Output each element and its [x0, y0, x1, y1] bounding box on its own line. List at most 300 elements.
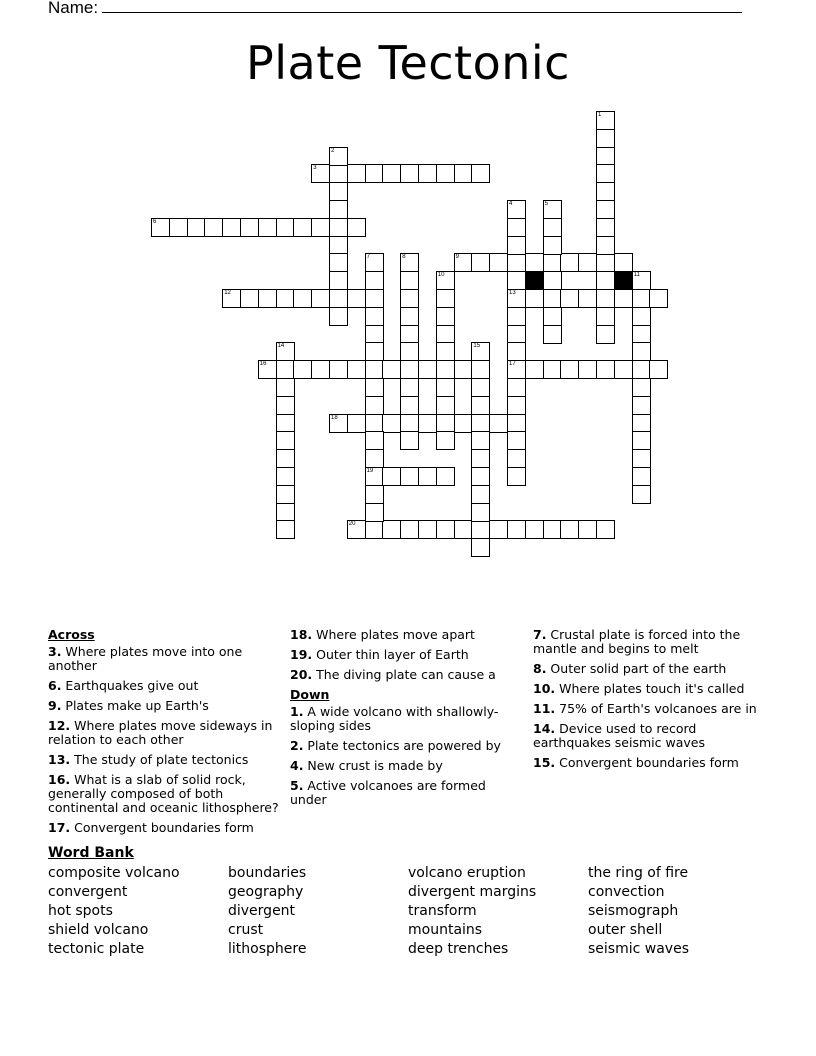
clue-number: 14: [277, 343, 285, 350]
name-label: Name:: [48, 0, 99, 17]
crossword-cell[interactable]: [400, 360, 419, 379]
crossword-cell[interactable]: [543, 360, 562, 379]
crossword-cell[interactable]: [507, 396, 526, 415]
crossword-cell[interactable]: [596, 325, 615, 344]
crossword-cell[interactable]: [436, 307, 455, 326]
crossword-cell[interactable]: [329, 164, 348, 183]
crossword-cell[interactable]: [454, 360, 473, 379]
clue-down: [290, 739, 520, 753]
crossword-cell[interactable]: [543, 325, 562, 344]
crossword-cell[interactable]: [471, 396, 490, 415]
clue-number-label: 9.: [48, 698, 62, 713]
crossword-cell[interactable]: [187, 218, 206, 237]
crossword-cell[interactable]: [347, 520, 366, 539]
word-bank-title: Word Bank: [48, 845, 134, 861]
clue-number-label: 7.: [533, 627, 547, 642]
crossword-cell[interactable]: [382, 164, 401, 183]
word-bank-item: convergent: [48, 884, 128, 900]
crossword-cell[interactable]: [276, 431, 295, 450]
clue-number-label: 14.: [533, 721, 556, 736]
clue-number: 15: [473, 343, 481, 350]
clue-text: Outer thin layer of Earth: [312, 647, 469, 662]
clue-number-label: 18.: [290, 627, 313, 642]
crossword-cell[interactable]: [596, 164, 615, 183]
clues-column-2: [290, 628, 520, 813]
crossword-cell[interactable]: [311, 289, 330, 308]
crossword-cell[interactable]: [507, 325, 526, 344]
crossword-cell[interactable]: [365, 307, 384, 326]
crossword-cell[interactable]: [436, 520, 455, 539]
crossword-cell[interactable]: [311, 360, 330, 379]
clue-number-label: 2.: [290, 738, 304, 753]
crossword-cell[interactable]: [596, 236, 615, 255]
crossword-cell[interactable]: [276, 503, 295, 522]
clue-down: [533, 682, 763, 696]
clue-number-label: 11.: [533, 701, 556, 716]
crossword-cell[interactable]: [436, 342, 455, 361]
clue-number: 5: [544, 201, 548, 207]
crossword-cell[interactable]: [436, 325, 455, 344]
crossword-cell[interactable]: [436, 431, 455, 450]
crossword-cell[interactable]: [596, 253, 615, 272]
clue-across: [48, 753, 288, 767]
crossword-cell[interactable]: [400, 431, 419, 450]
crossword-cell[interactable]: [471, 414, 490, 433]
clue-text: A wide volcano with shallowly-sloping sides: [290, 704, 499, 733]
crossword-cell[interactable]: [632, 485, 651, 504]
across-heading: Across: [48, 627, 95, 642]
crossword-cell[interactable]: [329, 289, 348, 308]
crossword-cell[interactable]: [329, 307, 348, 326]
crossword-cell[interactable]: [471, 538, 490, 557]
crossword-cell[interactable]: [471, 467, 490, 486]
crossword-cell[interactable]: [293, 289, 312, 308]
crossword-cell[interactable]: [507, 289, 526, 308]
crossword-cell[interactable]: [632, 467, 651, 486]
crossword-cell[interactable]: [507, 236, 526, 255]
crossword-cell[interactable]: [507, 467, 526, 486]
crossword-cell[interactable]: [507, 200, 526, 219]
crossword-cell[interactable]: [276, 360, 295, 379]
crossword-cell[interactable]: [276, 485, 295, 504]
crossword-cell[interactable]: [436, 467, 455, 486]
crossword-cell[interactable]: [382, 414, 401, 433]
crossword-cell[interactable]: [596, 218, 615, 237]
clue-number: 11: [633, 272, 640, 279]
crossword-cell[interactable]: [489, 253, 508, 272]
crossword-cell[interactable]: [400, 289, 419, 308]
crossword-cell[interactable]: [436, 164, 455, 183]
clue-number-label: 1.: [290, 704, 304, 719]
word-bank-item: shield volcano: [48, 922, 149, 938]
crossword-cell[interactable]: [578, 289, 597, 308]
crossword-cell[interactable]: [507, 449, 526, 468]
crossword-cell[interactable]: [543, 520, 562, 539]
clue-number: 18: [331, 414, 338, 421]
word-bank-item: convection: [588, 884, 665, 900]
crossword-cell[interactable]: [471, 431, 490, 450]
crossword-cell[interactable]: [258, 218, 277, 237]
crossword-cell[interactable]: [578, 520, 597, 539]
clue-number: 3: [313, 165, 317, 172]
clue-number: 20: [348, 521, 356, 528]
crossword-cell[interactable]: [365, 289, 384, 308]
crossword-cell[interactable]: [418, 164, 437, 183]
clue-number: 19: [366, 468, 374, 474]
clue-text: The study of plate tectonics: [70, 752, 249, 767]
crossword-cell[interactable]: [400, 164, 419, 183]
crossword-cell[interactable]: [382, 467, 401, 486]
crossword-cell[interactable]: [507, 218, 526, 237]
crossword-cell[interactable]: [507, 307, 526, 326]
crossword-cell[interactable]: [311, 218, 330, 237]
crossword-cell[interactable]: [649, 360, 668, 379]
crossword-cell[interactable]: [543, 271, 562, 290]
word-bank-item: composite volcano: [48, 865, 180, 881]
crossword-cell[interactable]: [276, 396, 295, 415]
clue-text: Crustal plate is forced into the mantle and begins to melt: [533, 627, 741, 656]
crossword-cell[interactable]: [471, 360, 490, 379]
crossword-cell[interactable]: [436, 378, 455, 397]
clue-number: 4: [509, 201, 513, 207]
word-bank-item: geography: [228, 884, 304, 900]
crossword-cell[interactable]: [632, 449, 651, 468]
crossword-cell[interactable]: [347, 360, 366, 379]
crossword-cell[interactable]: [365, 431, 384, 450]
clue-text: 75% of Earth's volcanoes are in: [555, 701, 757, 716]
page-title: Plate Tectonic: [246, 36, 570, 90]
crossword-cell[interactable]: [400, 467, 419, 486]
crossword-cell[interactable]: [382, 520, 401, 539]
crossword-cell[interactable]: [596, 289, 615, 308]
crossword-cell[interactable]: [632, 431, 651, 450]
crossword-cell[interactable]: [436, 289, 455, 308]
crossword-cell[interactable]: [365, 342, 384, 361]
crossword-cell[interactable]: [222, 218, 241, 237]
crossword-cell[interactable]: [347, 218, 366, 237]
crossword-cell[interactable]: [454, 520, 473, 539]
clue-number-label: 8.: [533, 661, 547, 676]
crossword-cell[interactable]: [596, 111, 615, 130]
crossword-cell[interactable]: [436, 271, 455, 290]
crossword-cell[interactable]: [525, 253, 544, 272]
crossword-cell[interactable]: [276, 520, 295, 539]
crossword-cell[interactable]: [169, 218, 188, 237]
crossword-cell[interactable]: [525, 360, 544, 379]
clue-text: Convergent boundaries form: [70, 820, 254, 835]
word-bank-item: hot spots: [48, 903, 113, 919]
clue-text: Active volcanoes are formed under: [290, 778, 486, 807]
clue-across: [48, 699, 288, 713]
word-bank: [48, 845, 788, 958]
crossword-cell[interactable]: [418, 360, 437, 379]
clue-number-label: 5.: [290, 778, 304, 793]
crossword-cell[interactable]: [614, 360, 633, 379]
clues-column-1: [48, 628, 288, 841]
crossword-cell[interactable]: [365, 503, 384, 522]
crossword-cell[interactable]: [365, 378, 384, 397]
crossword-cell[interactable]: [400, 396, 419, 415]
crossword-cell[interactable]: [276, 414, 295, 433]
crossword-cell[interactable]: [596, 147, 615, 166]
clue-text: Where plates move apart: [312, 627, 475, 642]
crossword-cell[interactable]: [365, 449, 384, 468]
crossword-cell[interactable]: [471, 253, 490, 272]
crossword-cell[interactable]: [400, 307, 419, 326]
crossword-cell[interactable]: [418, 520, 437, 539]
crossword-cell[interactable]: [507, 378, 526, 397]
crossword-cell[interactable]: [258, 289, 277, 308]
clue-text: Convergent boundaries form: [555, 755, 739, 770]
clue-number: 8: [402, 254, 406, 261]
clue-number-label: 6.: [48, 678, 62, 693]
crossword-cell[interactable]: [543, 307, 562, 326]
word-bank-grid: [48, 865, 788, 958]
crossword-cell[interactable]: [471, 342, 490, 361]
crossword-cell[interactable]: [560, 253, 579, 272]
crossword-cell[interactable]: [507, 360, 526, 379]
crossword-cell[interactable]: [276, 289, 295, 308]
crossword-cell[interactable]: [489, 520, 508, 539]
word-bank-item: seismograph: [588, 903, 679, 919]
clue-number-label: 13.: [48, 752, 71, 767]
crossword-cell[interactable]: [543, 200, 562, 219]
crossword-cell[interactable]: [436, 396, 455, 415]
crossword-cell[interactable]: [507, 414, 526, 433]
crossword-cell[interactable]: [596, 520, 615, 539]
crossword-cell[interactable]: [436, 360, 455, 379]
crossword-cell[interactable]: [222, 289, 241, 308]
crossword-cell[interactable]: [543, 218, 562, 237]
crossword-cell[interactable]: [507, 342, 526, 361]
crossword-cell[interactable]: [311, 164, 330, 183]
clue-number: 12: [224, 290, 231, 296]
word-bank-item: outer shell: [588, 922, 663, 938]
crossword-cell[interactable]: [632, 396, 651, 415]
crossword-cell[interactable]: [400, 253, 419, 272]
crossword-cell[interactable]: [400, 271, 419, 290]
crossword-cell[interactable]: [507, 431, 526, 450]
crossword-cell[interactable]: [400, 520, 419, 539]
crossword-cell[interactable]: [471, 520, 490, 539]
crossword-cell[interactable]: [258, 360, 277, 379]
crossword-cell[interactable]: [507, 520, 526, 539]
clue-down: [533, 628, 763, 656]
crossword-cell[interactable]: [276, 218, 295, 237]
clue-across: [290, 648, 520, 662]
word-bank-item: volcano eruption: [408, 865, 526, 881]
crossword-cell[interactable]: [578, 253, 597, 272]
crossword-cell[interactable]: [382, 360, 401, 379]
clue-number: 2: [331, 147, 335, 154]
crossword-cell[interactable]: [418, 467, 437, 486]
crossword-cell[interactable]: [365, 360, 384, 379]
crossword-cell[interactable]: [329, 218, 348, 237]
clue-number: 17: [509, 361, 516, 368]
crossword-cell[interactable]: [329, 271, 348, 290]
crossword-cell[interactable]: [596, 129, 615, 148]
crossword-cell[interactable]: [471, 485, 490, 504]
clue-text: Where plates move into one another: [48, 644, 243, 673]
crossword-cell[interactable]: [596, 182, 615, 201]
crossword-cell[interactable]: [276, 378, 295, 397]
crossword-cell[interactable]: [489, 414, 508, 433]
crossword-cell[interactable]: [293, 360, 312, 379]
word-bank-item: tectonic plate: [48, 941, 145, 957]
crossword-cell[interactable]: [240, 218, 259, 237]
crossword-cell[interactable]: [632, 378, 651, 397]
crossword-cell[interactable]: [454, 164, 473, 183]
crossword-cell[interactable]: [471, 449, 490, 468]
crossword-cell[interactable]: [632, 289, 651, 308]
clue-down: [533, 722, 763, 750]
word-bank-item: divergent margins: [408, 884, 537, 900]
crossword-cell[interactable]: [329, 200, 348, 219]
crossword-cell[interactable]: [454, 253, 473, 272]
crossword-cell[interactable]: [347, 164, 366, 183]
crossword-cell[interactable]: [329, 360, 348, 379]
word-bank-item: boundaries: [228, 865, 307, 881]
clue-number: 10: [437, 272, 445, 279]
word-bank-item: mountains: [408, 922, 483, 938]
crossword-cell[interactable]: [507, 271, 526, 290]
crossword-cell[interactable]: [632, 307, 651, 326]
crossword-cell[interactable]: [543, 253, 562, 272]
crossword-cell[interactable]: [632, 325, 651, 344]
crossword-cell[interactable]: [151, 218, 170, 237]
crossword-black-cell: [525, 271, 544, 290]
crossword-cell[interactable]: [614, 253, 633, 272]
crossword-cell[interactable]: [329, 147, 348, 166]
crossword-cell[interactable]: [632, 360, 651, 379]
crossword-cell[interactable]: [400, 378, 419, 397]
crossword-cell[interactable]: [454, 414, 473, 433]
word-bank-item: divergent: [228, 903, 296, 919]
clue-down: [533, 702, 763, 716]
crossword-cell[interactable]: [507, 253, 526, 272]
word-bank-item: crust: [228, 922, 264, 938]
crossword-cell[interactable]: [471, 164, 490, 183]
crossword-cell[interactable]: [365, 253, 384, 272]
crossword-cell[interactable]: [240, 289, 259, 308]
crossword-cell[interactable]: [596, 200, 615, 219]
word-bank-item: lithosphere: [228, 941, 307, 957]
crossword-cell[interactable]: [614, 289, 633, 308]
crossword-cell[interactable]: [204, 218, 223, 237]
crossword-cell[interactable]: [596, 360, 615, 379]
clue-text: The diving plate can cause a: [312, 667, 496, 682]
crossword-cell[interactable]: [400, 342, 419, 361]
crossword-cell[interactable]: [276, 342, 295, 361]
crossword-cell[interactable]: [632, 271, 651, 290]
word-bank-item: seismic waves: [588, 941, 689, 957]
clue-number: 16: [259, 361, 267, 368]
crossword-cell[interactable]: [365, 271, 384, 290]
crossword-cell[interactable]: [365, 467, 384, 486]
crossword-cell[interactable]: [543, 289, 562, 308]
clue-text: Where plates touch it's called: [555, 681, 745, 696]
crossword-cell[interactable]: [632, 342, 651, 361]
crossword-cell[interactable]: [596, 307, 615, 326]
crossword-cell[interactable]: [347, 414, 366, 433]
crossword-cell[interactable]: [329, 236, 348, 255]
clue-number-label: 12.: [48, 718, 71, 733]
crossword-cell[interactable]: [560, 289, 579, 308]
crossword-cell[interactable]: [365, 164, 384, 183]
clue-down: [290, 705, 520, 733]
clue-number-label: 4.: [290, 758, 304, 773]
word-bank-item: transform: [408, 903, 477, 919]
crossword-cell[interactable]: [329, 253, 348, 272]
clue-text: New crust is made by: [303, 758, 443, 773]
crossword-cell[interactable]: [365, 520, 384, 539]
clue-across: [48, 821, 288, 835]
crossword-cell[interactable]: [276, 449, 295, 468]
clue-number-label: 3.: [48, 644, 62, 659]
crossword-cell[interactable]: [543, 236, 562, 255]
crossword-cell[interactable]: [596, 271, 615, 290]
clue-text: What is a slab of solid rock, generally composed of both continental and oceanic lithosphere?: [48, 772, 279, 815]
word-bank-item: the ring of fire: [588, 865, 689, 881]
crossword-cell[interactable]: [471, 503, 490, 522]
crossword-cell[interactable]: [329, 414, 348, 433]
clue-number-label: 15.: [533, 755, 556, 770]
crossword-cell[interactable]: [649, 289, 668, 308]
crossword-cell[interactable]: [632, 414, 651, 433]
clue-number-label: 19.: [290, 647, 313, 662]
crossword-cell[interactable]: [525, 520, 544, 539]
clue-number: 6: [153, 218, 157, 225]
crossword-cell[interactable]: [560, 360, 579, 379]
crossword-cell[interactable]: [578, 360, 597, 379]
crossword-cell[interactable]: [276, 467, 295, 486]
clue-down: [290, 779, 520, 807]
crossword-cell[interactable]: [347, 289, 366, 308]
clue-across: [48, 773, 288, 815]
crossword-cell[interactable]: [525, 289, 544, 308]
crossword-cell[interactable]: [365, 325, 384, 344]
clue-across: [290, 628, 520, 642]
crossword-cell[interactable]: [329, 182, 348, 201]
clue-text: Plate tectonics are powered by: [303, 738, 501, 753]
clue-across: [48, 645, 288, 673]
clue-text: Plates make up Earth's: [61, 698, 209, 713]
down-heading: Down: [290, 687, 330, 702]
crossword-cell[interactable]: [560, 520, 579, 539]
crossword-black-cell: [614, 271, 633, 290]
crossword-cell[interactable]: [365, 396, 384, 415]
crossword-cell[interactable]: [293, 218, 312, 237]
clues-column-3: [533, 628, 763, 776]
crossword-cell[interactable]: [436, 414, 455, 433]
word-bank-item: deep trenches: [408, 941, 509, 957]
clue-across: [290, 668, 520, 682]
clue-text: Earthquakes give out: [61, 678, 199, 693]
clue-number-label: 17.: [48, 820, 71, 835]
crossword-cell[interactable]: [418, 414, 437, 433]
crossword-cell[interactable]: [400, 414, 419, 433]
clue-number: 7: [366, 254, 370, 261]
crossword-cell[interactable]: [400, 325, 419, 344]
crossword-cell[interactable]: [471, 378, 490, 397]
clue-text: Outer solid part of the earth: [546, 661, 727, 676]
crossword-cell[interactable]: [365, 485, 384, 504]
clue-number: 1: [598, 112, 602, 118]
clue-number: 9: [455, 254, 459, 261]
crossword-cell[interactable]: [365, 414, 384, 433]
clue-down: [533, 662, 763, 676]
clue-number: 13: [509, 290, 516, 296]
